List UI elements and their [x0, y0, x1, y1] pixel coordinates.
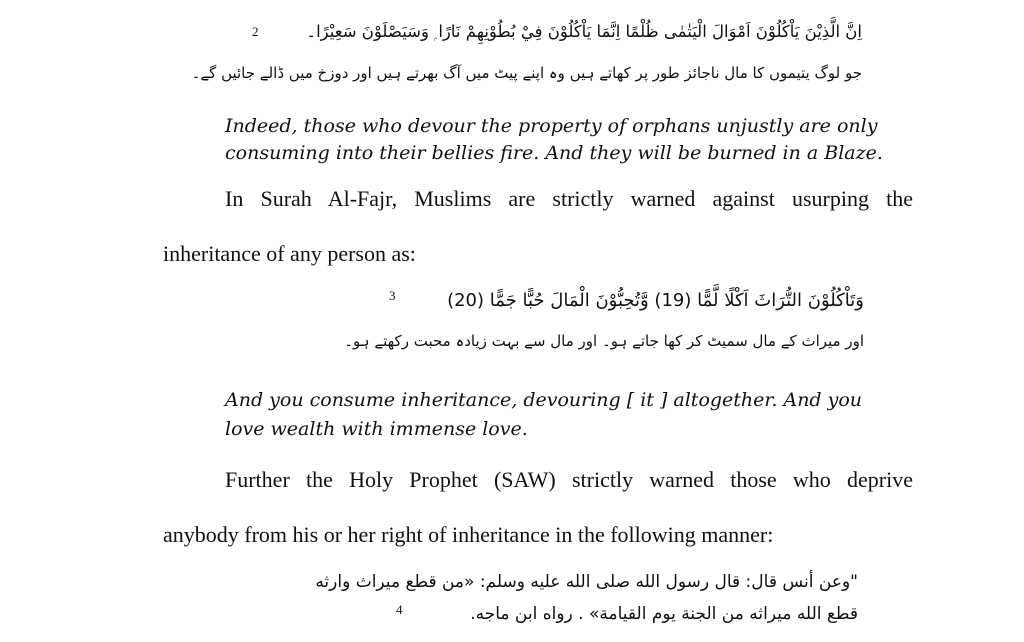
paragraph-2-line1: Further the Holy Prophet (SAW) strictly warned those who deprive — [225, 467, 913, 492]
verse2-arabic: وَتَاْكُلُوْنَ التُّرَاثَ اَكْلًا لَّمًّا (19) وَّتُحِبُّوْنَ الْمَالَ حُبًّا جَمًّا (20) — [447, 290, 864, 311]
verse2-translation-line2: love wealth with immense love. — [225, 418, 528, 440]
verse2-footnote: 3 — [389, 288, 396, 303]
hadith-line1: "وعن أنس قال: قال رسول الله صلى الله عليه وسلم: «من قطع ميراث وارثه — [315, 572, 858, 592]
verse1-urdu: جو لوگ یتیموں کا مال ناجائز طور پر کھاتے ہیں وہ اپنے پیٹ میں آگ بھرتے ہیں اور دوزخ میں ڈالے جائیں گے۔ — [191, 64, 862, 82]
verse1-arabic: اِنَّ الَّذِيْنَ يَاْكُلُوْنَ اَمْوَالَ الْيَتٰمٰى ظُلْمًا اِنَّمَا يَاْكُلُوْنَ فِيْ بُطُوْنِهِمْ نَارًا ۭ وَسَيَصْلَوْنَ سَعِيْرًا۔ — [306, 22, 862, 41]
paragraph-1-line1: In Surah Al-Fajr, Muslims are strictly warned against usurping the — [225, 186, 913, 211]
verse2-urdu: اور میراث کے مال سمیٹ کر کھا جاتے ہو۔ اور مال سے بہت زیادہ محبت رکھتے ہو۔ — [344, 332, 864, 350]
verse2-translation-line1: And you consume inheritance, devouring [ it ] altogether. And you — [225, 389, 863, 411]
verse1-translation-line1: Indeed, those who devour the property of orphans unjustly are only — [225, 115, 878, 137]
hadith-footnote: 4 — [396, 602, 403, 617]
paragraph-1-line2: inheritance of any person as: — [163, 241, 416, 266]
verse1-translation-line2: consuming into their bellies fire. And they will be burned in a Blaze. — [225, 142, 883, 164]
hadith-line2: قطع الله ميراثه من الجنة يوم القيامة» . رواه ابن ماجه. — [470, 604, 858, 624]
paragraph-2-line2: anybody from his or her right of inheritance in the following manner: — [163, 522, 774, 547]
verse1-footnote: 2 — [252, 24, 259, 39]
